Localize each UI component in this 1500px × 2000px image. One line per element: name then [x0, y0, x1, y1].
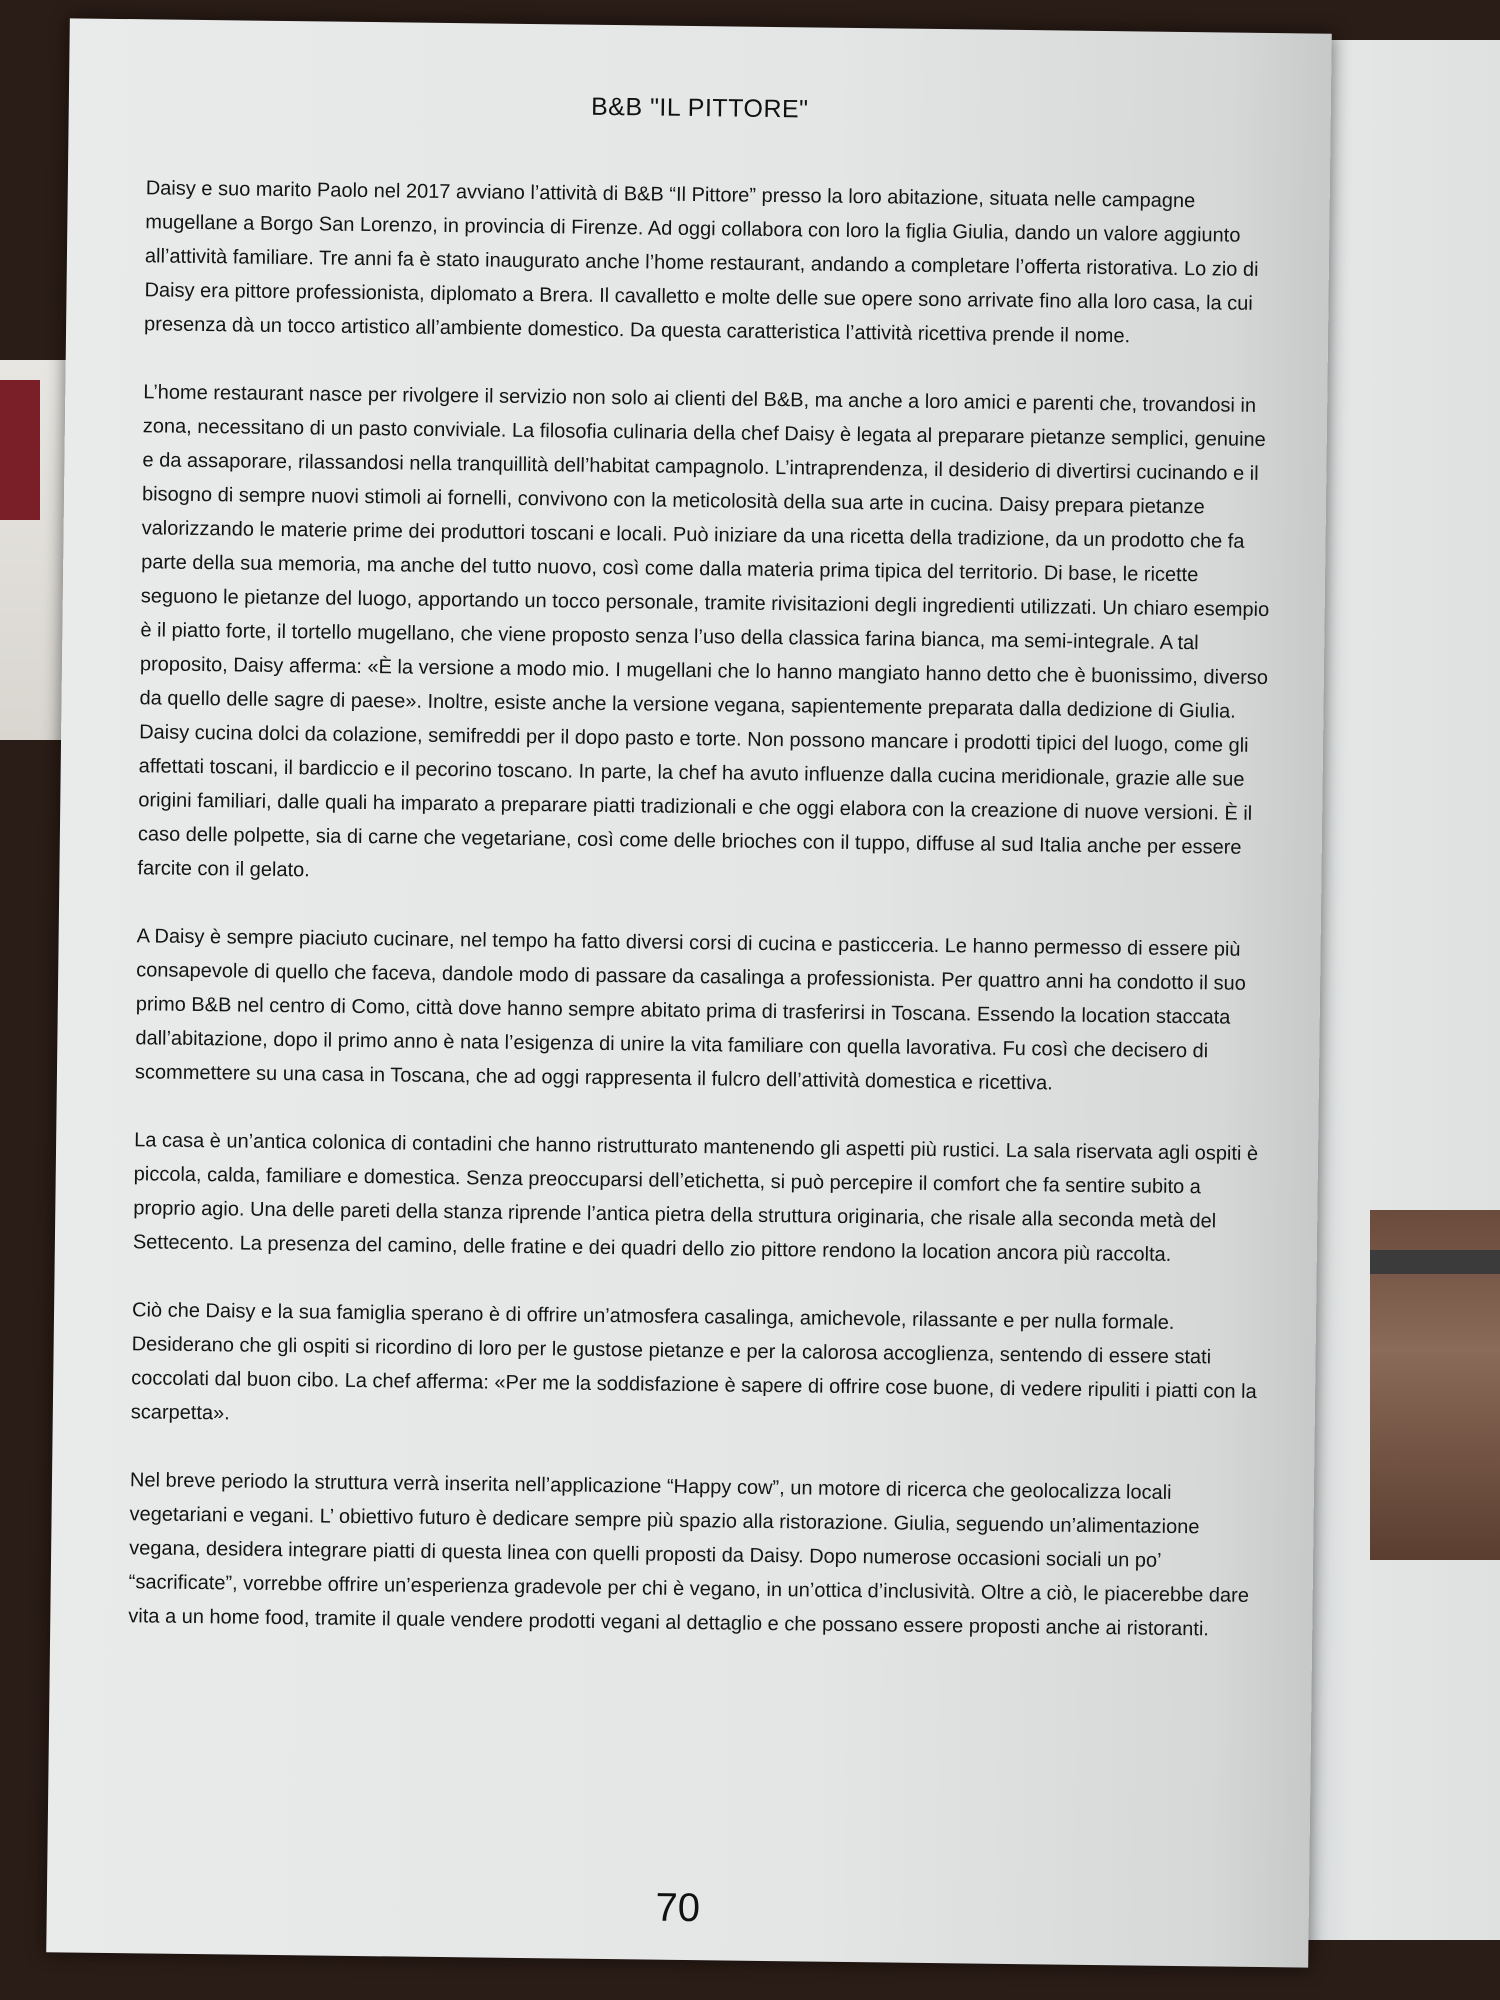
page-number: 70 — [655, 1885, 701, 1931]
paragraph-2: L’home restaurant nasce per rivolgere il servizio non solo ai clienti del B&B, ma anche a loro amici e parenti che, trovandosi in zona, necessitano di un pasto conviviale. La filosofia culinaria della chef Daisy è legata al preparare pietanze semplici, genuine e da assaporare, rilassandosi nella tranquillità dell’habitat campagnolo. L’intraprendenza, il desiderio di divertirsi cucinando e il bisogno di sempre nuovi stimoli ai fornelli, convivono con la meticolosità della sua arte in cucina. Daisy prepara pietanze valorizzando le materie prime dei produttori toscani e locali. Può iniziare da una ricetta della tradizione, da un prodotto che fa parte della sua memoria, ma anche del tutto nuovo, così come dalla materia prima tipica del territorio. Di base, le ricette seguono le pietanze del luogo, apportando un tocco personale, tramite rivisitazioni degli ingredienti utilizzati. Un chiaro esempio è il piatto forte, il tortello mugellano, che viene proposto senza l’uso della classica farina bianca, ma semi-integrale. A tal proposito, Daisy afferma: «È la versione a modo mio. I mugellani che lo hanno mangiato hanno detto che è buonissimo, diverso da quello delle sagre di paese». Inoltre, esiste anche la versione vegana, sapientemente preparata dalla dedizione di Giulia. Daisy cucina dolci da colazione, semifreddi per il dopo pasto e torte. Non possono mancare i prodotti tipici del luogo, come gli affettati toscani, il bardiccio e il pecorino toscano. In parte, la chef ha avuto influenze dalla cucina meridionale, grazie alle sue origini familiari, dalle quali ha imparato a preparare piatti tradizionali e che oggi elabora con la creazione di nuove versioni. È il caso delle polpette, sia di carne che vegetariane, così come delle brioches con il tuppo, diffuse al sud Italia anche per essere farcite con il gelato. — [137, 381, 1270, 882]
document-page — [46, 18, 1332, 1967]
paragraph-1: Daisy e suo marito Paolo nel 2017 avviano l’attività di B&B “Il Pittore” presso la loro abitazione, situata nelle campagne mugellane a Borgo San Lorenzo, in provincia di Firenze. Ad oggi collabora con loro la figlia Giulia, dando un valore aggiunto all’attività familiare. Tre anni fa è stato inaugurato anche l’home restaurant, andando a completare l’offerta ristorativa. Lo zio di Daisy era pittore professionista, diplomato a Brera. Il cavalletto e molte delle sue opere sono arrivate fino alla loro casa, la cui presenza dà un tocco artistico all’ambiente domestico. Da questa caratteristica l’attività ricettiva prende il nome. — [143, 177, 1259, 348]
paragraph-6: Nel breve periodo la struttura verrà inserita nell’applicazione “Happy cow”, un motore di ricerca che geolocalizza locali vegetariani e vegani. L’ obiettivo futuro è dedicare sempre più spazio alla ristorazione. Giulia, seguendo un’alimentazione vegana, desidera integrare piatti di questa linea con quelli proposti da Daisy. Dopo numerose occasioni sociali un po’ “sacrificate”, vorrebbe offrire un’esperienza gradevole per chi è vegano, in un’ottica d’inclusività. Oltre a ciò, le piacerebbe dare vita a un home food, tramite il quale vendere prodotti vegani al dettaglio e che possano essere proposti anche ai ristoranti. — [128, 1469, 1250, 1641]
paragraph-5: Ciò che Daisy e la sua famiglia sperano è di offrire un’atmosfera casalinga, amichevole, rilassante e per nulla formale. Desiderano che gli ospiti si ricordino di loro per le gustose pietanze e per la calorosa accoglienza, sentendo di essere stati coccolati dal buon cibo. La chef afferma: «Per me la soddisfazione è sapere di offrire cose buone, di vedere ripuliti i piatti con la scarpetta». — [130, 1299, 1257, 1425]
paragraph-4: La casa è un’antica colonica di contadini che hanno ristrutturato mantenendo gli aspetti più rustici. La sala riservata agli ospiti è piccola, calda, familiare e domestica. Senza preoccuparsi dell’etichetta, si può percepire il comfort che fa sentire subito a proprio agio. Una delle pareti della stanza riprende l’antica pietra della struttura originaria, che risale alla seconda metà del Settecento. La presenza del camino, delle fratine e dei quadri dello zio pittore rendono la location ancora più raccolta. — [132, 1129, 1259, 1266]
article-body — [128, 171, 1276, 1681]
paragraph-3: A Daisy è sempre piaciuto cucinare, nel tempo ha fatto diversi corsi di cucina e pasticceria. Le hanno permesso di essere più consapevole di quello che faceva, dandole modo di passare da casalinga a professionista. Per quattro anni ha condotto il suo primo B&B nel centro di Como, città dove hanno sempre abitato prima di trasferirsi in Toscana. Essendo la location staccata dall’abitazione, dopo il primo anno è nata l’esigenza di unire la vita familiare con quella lavorativa. Fu così che decisero di scommettere su una casa in Toscana, che ad oggi rappresenta il fulcro dell’attività domestica e ricettiva. — [134, 925, 1246, 1095]
page-title: B&B "IL PITTORE" — [590, 92, 809, 124]
background-red-object — [0, 380, 40, 520]
adjacent-page-photo-strip — [1370, 1250, 1500, 1274]
